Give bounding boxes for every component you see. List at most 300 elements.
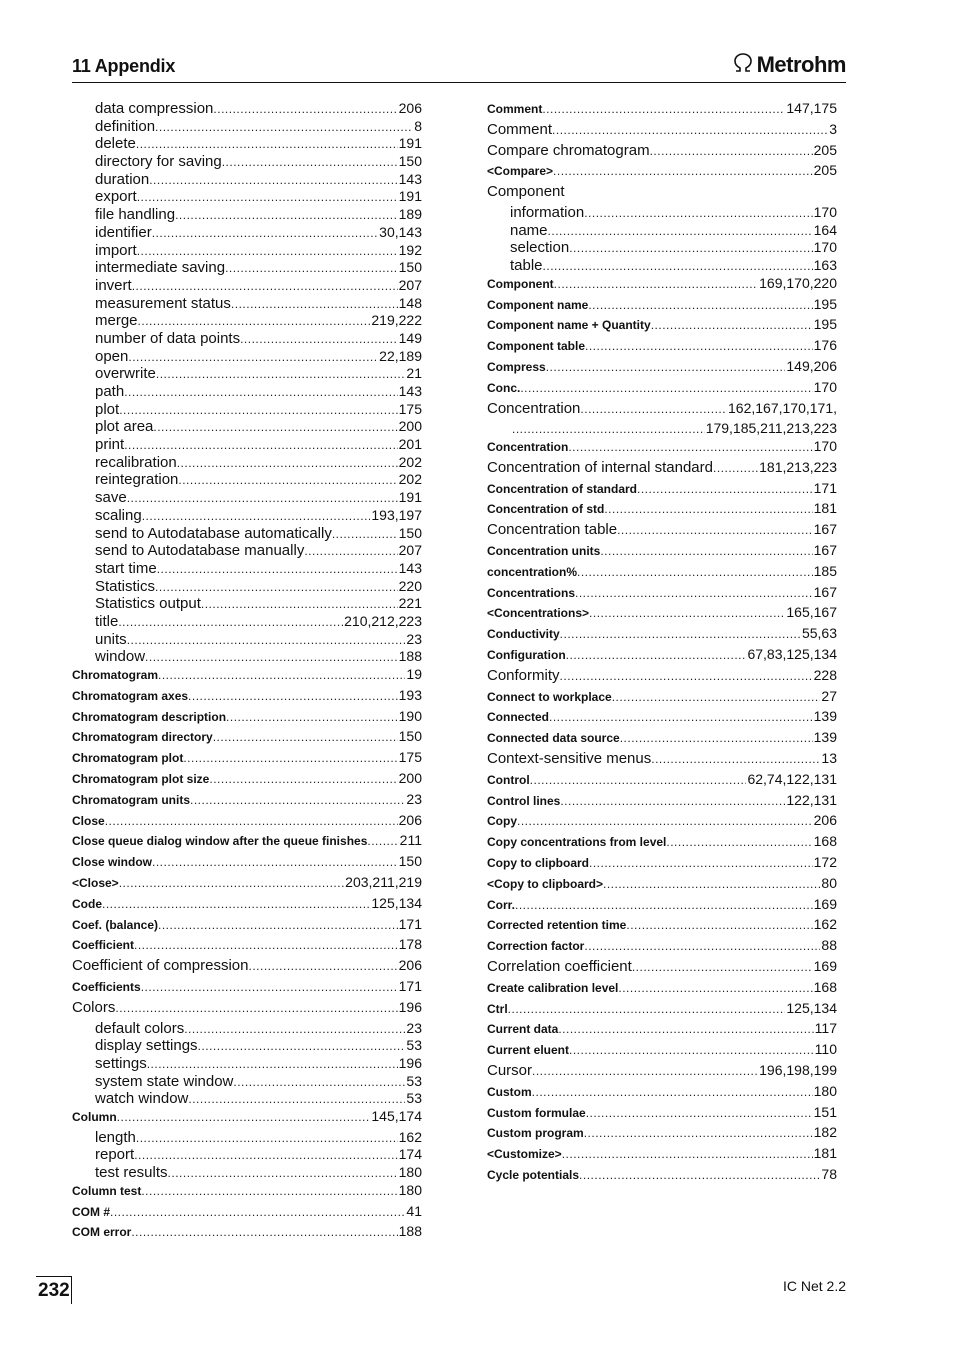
dot-leader — [530, 771, 747, 789]
dot-leader — [124, 383, 397, 401]
dot-leader — [149, 171, 397, 189]
index-term: Custom formulae — [487, 1105, 586, 1120]
index-pages: 169,170,220 — [759, 274, 837, 291]
index-pages: 200 — [398, 418, 422, 435]
dot-leader — [617, 521, 813, 539]
dot-leader — [508, 1000, 786, 1018]
index-pages: 78 — [821, 1165, 837, 1182]
index-term: start time — [95, 559, 157, 577]
index-entry — [72, 135, 422, 153]
index-term: test results — [95, 1164, 168, 1182]
index-entry — [487, 1020, 837, 1041]
dot-leader — [650, 142, 813, 160]
dot-leader — [110, 1203, 405, 1221]
index-term: Connected — [487, 710, 550, 725]
dot-leader — [155, 578, 398, 596]
dot-leader — [137, 188, 398, 206]
index-term: length — [95, 1128, 136, 1146]
index-pages: 178 — [398, 936, 422, 953]
index-pages: 193,197 — [371, 506, 422, 523]
index-pages: 168 — [813, 978, 837, 995]
index-term: plot — [95, 400, 120, 418]
index-entry — [487, 204, 837, 222]
index-entry — [487, 100, 837, 121]
index-pages: 143 — [398, 170, 422, 187]
index-pages: 179,185,211,213,223 — [705, 420, 837, 437]
index-entry — [72, 1146, 422, 1164]
index-term: Conc. — [487, 380, 521, 395]
index-entry — [487, 750, 837, 771]
index-term: invert — [95, 276, 132, 294]
index-pages: 171 — [398, 915, 422, 932]
index-term: send to Autodatabase manually — [95, 542, 305, 560]
index-entry — [72, 259, 422, 277]
index-term: export — [95, 188, 137, 206]
index-pages: 180 — [398, 1181, 422, 1198]
index-pages: 149,206 — [786, 357, 837, 374]
index-entry — [487, 162, 837, 183]
index-entry — [487, 275, 837, 296]
index-term: Custom — [487, 1084, 532, 1099]
index-pages: 122,131 — [786, 791, 837, 808]
dot-leader — [198, 1037, 406, 1055]
index-pages: 117 — [814, 1020, 837, 1037]
dot-leader — [156, 365, 406, 383]
index-pages: 151 — [813, 1103, 837, 1120]
dot-leader — [145, 648, 398, 666]
index-term: Concentrations — [487, 585, 576, 600]
dot-leader — [332, 525, 398, 543]
index-pages: 170 — [813, 438, 837, 454]
dot-leader — [136, 135, 398, 153]
dot-leader — [240, 330, 398, 348]
index-entry — [72, 1182, 422, 1203]
index-term: Concentration of standard — [487, 481, 638, 496]
index-pages: 125,134 — [371, 894, 422, 911]
index-term: measurement status — [95, 294, 231, 312]
dot-leader — [127, 631, 406, 649]
dot-leader — [548, 222, 813, 240]
dot-leader — [213, 728, 398, 746]
dot-leader — [141, 978, 398, 996]
dot-leader — [137, 242, 398, 260]
dot-leader — [127, 489, 398, 507]
dot-leader — [134, 1146, 397, 1164]
index-pages: 195 — [813, 316, 837, 333]
dot-leader — [157, 560, 398, 578]
dot-leader — [132, 277, 398, 295]
dot-leader — [562, 1145, 813, 1163]
index-term: selection — [510, 239, 570, 257]
index-pages: 143 — [398, 559, 422, 576]
dot-leader — [566, 646, 747, 664]
index-entry — [487, 708, 837, 729]
index-term: merge — [95, 312, 138, 330]
dot-leader — [183, 749, 397, 767]
index-entry — [487, 584, 837, 605]
dot-leader — [532, 1083, 813, 1101]
index-entry — [72, 525, 422, 543]
dot-leader — [603, 875, 820, 893]
index-pages: 181 — [813, 500, 837, 517]
index-pages: 190 — [398, 707, 422, 724]
index-entry — [487, 500, 837, 521]
index-pages: 23 — [406, 790, 422, 807]
index-term: Correlation coefficient — [487, 957, 632, 975]
index-pages: 191 — [398, 188, 422, 205]
dot-leader — [637, 480, 813, 498]
index-term: display settings — [95, 1037, 198, 1055]
index-entry — [487, 1041, 837, 1062]
index-entry — [72, 507, 422, 525]
index-entry — [72, 936, 422, 957]
index-pages: 206 — [813, 812, 837, 829]
index-pages: 163 — [813, 257, 837, 274]
index-entry — [72, 957, 422, 978]
dot-leader — [119, 401, 397, 419]
index-entry — [487, 239, 837, 257]
index-term: Chromatogram — [72, 668, 159, 682]
index-pages: 175 — [398, 749, 422, 766]
index-entry — [487, 358, 837, 379]
index-entry — [72, 277, 422, 295]
index-pages: 169 — [813, 957, 837, 974]
index-term: <Close> — [72, 875, 119, 890]
index-term: Conductivity — [487, 627, 560, 642]
dot-leader — [520, 379, 812, 397]
index-pages: 167 — [813, 541, 837, 558]
index-term: Coefficient of compression — [72, 957, 249, 975]
dot-leader — [560, 792, 785, 810]
index-pages: 195 — [813, 295, 837, 312]
index-entry — [487, 542, 837, 563]
dot-leader — [580, 400, 727, 418]
dot-leader — [620, 729, 813, 747]
index-term: Concentration — [487, 399, 581, 417]
index-pages: 191 — [398, 489, 422, 506]
dot-leader — [134, 936, 398, 954]
index-term: watch window — [95, 1090, 189, 1108]
index-term: Chromatogram units — [72, 792, 191, 807]
dot-leader — [549, 708, 813, 726]
index-entry — [487, 1083, 837, 1104]
index-entry — [72, 348, 422, 366]
index-term: Chromatogram plot — [72, 751, 184, 766]
index-term: Chromatogram directory — [72, 730, 213, 745]
index-entry — [72, 542, 422, 560]
index-term: Copy to clipboard — [487, 855, 589, 870]
index-pages: 188 — [398, 1223, 422, 1240]
index-entry — [72, 708, 422, 729]
dot-leader — [152, 853, 398, 871]
index-term: name — [510, 221, 548, 239]
index-entry — [487, 625, 837, 646]
dot-leader — [584, 937, 820, 955]
index-pages: 172 — [813, 853, 837, 870]
index-pages: 207 — [398, 276, 422, 293]
dot-leader — [153, 418, 397, 436]
index-pages: 191 — [398, 135, 422, 152]
index-pages: 19 — [406, 666, 422, 682]
index-entry — [72, 1164, 422, 1182]
index-entry — [72, 1073, 422, 1091]
index-term: <Customize> — [487, 1147, 562, 1162]
index-pages: 200 — [398, 769, 422, 786]
index-term: Copy concentrations from level — [487, 835, 667, 850]
index-pages: 189 — [398, 206, 422, 223]
dot-leader — [713, 459, 758, 477]
dot-leader — [612, 688, 821, 706]
dot-leader — [102, 895, 370, 913]
index-entry — [72, 812, 422, 833]
index-entry — [72, 749, 422, 770]
index-entry — [487, 222, 837, 240]
index-entry — [72, 613, 422, 631]
index-term: duration — [95, 170, 150, 188]
index-entry — [72, 401, 422, 419]
index-pages: 202 — [398, 453, 422, 470]
index-term: Coefficient — [72, 938, 135, 953]
index-term: print — [95, 436, 125, 454]
index-term: Compress — [487, 359, 546, 374]
index-term: Component table — [487, 339, 585, 354]
index-entry — [72, 874, 422, 895]
index-pages: 23 — [406, 630, 422, 647]
dot-leader — [155, 118, 413, 136]
index-pages: 228 — [813, 666, 837, 683]
dot-leader — [651, 316, 813, 334]
index-entry — [487, 688, 837, 709]
index-pages: 41 — [406, 1202, 422, 1219]
index-term: concentration% — [487, 564, 578, 579]
index-entry — [487, 521, 837, 542]
index-entry — [487, 121, 837, 142]
dot-leader — [546, 358, 786, 376]
index-term: Column — [72, 1109, 117, 1124]
index-term: number of data points — [95, 329, 241, 347]
dot-leader — [233, 1073, 405, 1091]
index-pages: 149 — [398, 329, 422, 346]
index-entry — [72, 1090, 422, 1108]
index-term: <Compare> — [487, 164, 554, 179]
index-pages: 150 — [398, 853, 422, 870]
index-term: Column test — [72, 1183, 142, 1198]
index-pages: 80 — [821, 874, 837, 891]
index-entry — [72, 1037, 422, 1055]
index-entry — [487, 316, 837, 337]
index-pages: 205 — [813, 162, 837, 179]
dot-leader — [569, 239, 812, 257]
dot-leader — [141, 1182, 397, 1200]
section-title: 11 Appendix — [72, 56, 176, 76]
dot-leader — [201, 595, 398, 613]
index-pages: 196 — [398, 1054, 422, 1071]
index-entry — [487, 1124, 837, 1145]
dot-leader — [512, 420, 705, 438]
dot-leader — [517, 812, 813, 830]
index-pages: 150 — [398, 153, 422, 170]
index-term: Concentration of internal standard — [487, 458, 713, 476]
index-entry — [72, 631, 422, 649]
index-pages: 169 — [813, 895, 837, 912]
index-entry — [487, 667, 837, 688]
index-entry — [72, 770, 422, 791]
header-rule — [72, 82, 846, 83]
dot-leader — [188, 687, 398, 705]
index-term: Component — [487, 276, 554, 291]
dot-leader — [560, 667, 813, 685]
dot-leader — [558, 1020, 813, 1038]
dot-leader — [142, 507, 371, 525]
index-pages: 202 — [398, 471, 422, 488]
index-pages: 182 — [813, 1124, 837, 1141]
index-term: reintegration — [95, 471, 179, 489]
index-pages: 196 — [398, 998, 422, 1015]
index-term: scaling — [95, 506, 142, 524]
index-term: Custom program — [487, 1126, 584, 1141]
index-pages: 206 — [398, 811, 422, 828]
dot-leader — [560, 625, 801, 643]
index-pages: 125,134 — [786, 999, 837, 1016]
document-name: IC Net 2.2 — [782, 1278, 846, 1294]
index-entry — [72, 1203, 422, 1224]
index-pages: 8 — [414, 117, 422, 134]
dot-leader — [136, 1129, 398, 1147]
index-term: Concentration units — [487, 543, 601, 558]
index-term: Chromatogram axes — [72, 688, 189, 703]
dot-leader — [568, 438, 812, 456]
index-entry — [487, 958, 837, 979]
index-term: Concentration of std — [487, 502, 605, 517]
index-entry — [487, 833, 837, 854]
dot-leader — [175, 206, 398, 224]
index-entry — [72, 206, 422, 224]
index-entry — [72, 1223, 422, 1244]
dot-leader — [600, 542, 812, 560]
index-entry — [72, 454, 422, 472]
index-pages: 171 — [398, 977, 422, 994]
index-term: overwrite — [95, 365, 156, 383]
index-pages: 23 — [406, 1019, 422, 1036]
index-pages: 188 — [398, 648, 422, 665]
index-entry — [487, 916, 837, 937]
index-entry — [487, 979, 837, 1000]
index-term: Close queue dialog window after the queue finishes — [72, 834, 368, 849]
index-pages: 150 — [398, 524, 422, 541]
index-pages: 210,212,223 — [344, 612, 422, 629]
index-entry — [72, 489, 422, 507]
index-term: Comment — [487, 102, 543, 116]
index-term: Coef. (balance) — [72, 917, 159, 932]
index-pages: 175 — [398, 400, 422, 417]
index-term: table — [510, 257, 543, 275]
index-entry — [487, 337, 837, 358]
dot-leader — [118, 613, 343, 631]
dot-leader — [138, 312, 371, 330]
index-entry — [487, 296, 837, 317]
index-term: Copy — [487, 814, 517, 829]
index-pages: 180 — [813, 1082, 837, 1099]
index-pages: 206 — [398, 100, 422, 116]
index-pages: 203,211,219 — [345, 873, 422, 890]
index-entry — [487, 896, 837, 917]
dot-leader — [543, 257, 813, 275]
dot-leader — [222, 153, 398, 171]
dot-leader — [589, 604, 785, 622]
index-pages: 139 — [813, 708, 837, 725]
index-pages: 219,222 — [371, 312, 422, 329]
index-pages: 145,174 — [371, 1107, 422, 1124]
index-entry — [487, 480, 837, 501]
index-pages: 201 — [398, 436, 422, 453]
index-term: path — [95, 383, 125, 400]
dot-leader — [585, 337, 813, 355]
index-term: plot area — [95, 418, 154, 436]
dot-leader — [177, 454, 398, 472]
index-term: information — [510, 203, 585, 221]
dot-leader — [579, 1166, 820, 1184]
index-term: Comment — [487, 120, 553, 138]
index-pages: 221 — [398, 595, 422, 612]
index-term: Ctrl — [487, 1001, 508, 1016]
index-pages: 192 — [398, 241, 422, 258]
index-entry — [487, 438, 837, 459]
index-pages: 21 — [406, 365, 422, 382]
index-pages: 170 — [813, 378, 837, 395]
index-entry — [487, 400, 837, 421]
index-term: Code — [72, 896, 102, 911]
index-pages: 165,167 — [786, 604, 837, 621]
dot-leader — [168, 1164, 398, 1182]
index-entry — [487, 1166, 837, 1187]
index-term: Chromatogram description — [72, 709, 227, 724]
index-entry — [72, 560, 422, 578]
index-term: COM error — [72, 1225, 132, 1240]
logo-text: Metrohm — [756, 52, 846, 77]
index-entry — [487, 257, 837, 275]
index-entry — [72, 471, 422, 489]
index-term: intermediate saving — [95, 259, 226, 277]
dot-leader — [158, 666, 405, 684]
index-entry — [487, 771, 837, 792]
index-entry — [72, 648, 422, 666]
index-entry — [72, 188, 422, 206]
index-pages: 147,175 — [786, 100, 837, 116]
index-entry — [72, 666, 422, 687]
index-pages: 53 — [406, 1072, 422, 1089]
dot-leader — [584, 1124, 813, 1142]
index-term: Cursor — [487, 1061, 533, 1079]
index-term: file handling — [95, 206, 176, 224]
index-term: Statistics output — [95, 595, 201, 613]
index-term: window — [95, 648, 146, 666]
dot-leader — [588, 296, 812, 314]
index-entry — [72, 312, 422, 330]
index-term: Close — [72, 813, 105, 828]
index-entry — [72, 1129, 422, 1147]
index-pages: 181,213,223 — [759, 458, 837, 475]
index-term: settings — [95, 1054, 147, 1072]
index-entry — [487, 379, 837, 400]
index-term: COM # — [72, 1204, 111, 1219]
index-entry — [72, 832, 422, 853]
dot-leader — [226, 708, 398, 726]
dot-leader — [618, 979, 812, 997]
dot-leader — [586, 1104, 813, 1122]
index-term: Corr. — [487, 897, 516, 912]
index-entry — [72, 383, 422, 401]
index-entry — [487, 1145, 837, 1166]
